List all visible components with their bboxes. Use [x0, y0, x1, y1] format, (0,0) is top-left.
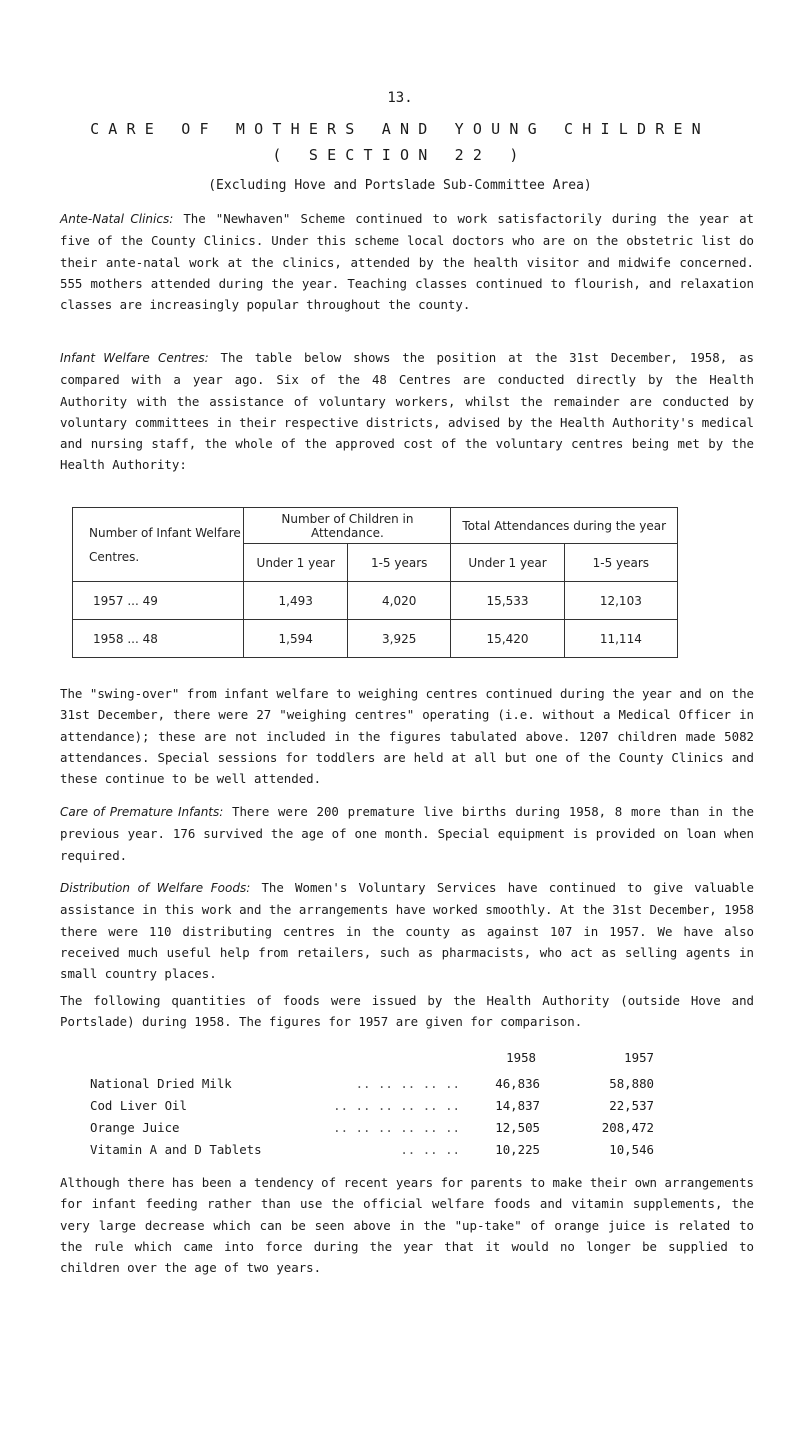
table-row	[73, 582, 678, 620]
foods-year-1958: 1958	[506, 1050, 536, 1065]
food-value-1957: 208,472	[601, 1120, 654, 1135]
food-value-1958: 12,505	[495, 1120, 540, 1135]
table-row	[73, 620, 678, 658]
page-number: 13.	[387, 90, 413, 106]
leader-dots: .. .. .. .. ..	[355, 1076, 460, 1091]
cell-children-under1: 1,594	[244, 620, 348, 658]
list-item	[0, 1142, 800, 1164]
food-value-1957: 58,880	[609, 1076, 654, 1091]
distribution-heading: Distribution of Welfare Foods:	[60, 881, 251, 895]
page-title: CARE OF MOTHERS AND YOUNG CHILDREN	[90, 120, 710, 138]
section-label: ( SECTION 22 )	[272, 146, 528, 164]
antenatal-heading: Ante-Natal Clinics:	[60, 212, 174, 226]
quantities-intro-paragraph: The following quantities of foods were issued by the Health Authority (outside Hove and Portslade) during 1958. The figures for 1957 are given for comparison.	[60, 993, 754, 1030]
col-header-children: Number of Children in Attendance.	[244, 508, 451, 544]
antenatal-text: The "Newhaven" Scheme continued to work satisfactorily during the year at five of the County Clinics. Under this scheme local doctors who are on the obstetric list do their ante-natal work at the clinics, attended by the health visitor and midwife concerned. 555 mothers attended during the year. Teaching classes continued to flourish, and relaxation classes are increasingly popular throughout the county.	[60, 211, 754, 313]
list-item	[0, 1120, 800, 1142]
premature-heading: Care of Premature Infants:	[60, 805, 224, 819]
list-item	[0, 1076, 800, 1098]
sub-header-att-under1: Under 1 year	[451, 544, 564, 582]
cell-att-1to5: 11,114	[564, 620, 677, 658]
cell-att-under1: 15,533	[451, 582, 564, 620]
col-header-centres: Number of Infant Welfare Centres.	[73, 508, 244, 582]
infant-welfare-table	[72, 507, 678, 658]
closing-paragraph: Although there has been a tendency of recent years for parents to make their own arrangements for infant feeding rather than use the official welfare foods and vitamin supplements, the very large decrease which can be seen above in the "up-take" of orange juice is related to the rule which came into force during the year that it would no longer be supplied to children over the age of two years.	[60, 1175, 754, 1276]
sub-header-children-1to5: 1-5 years	[347, 544, 450, 582]
infant-welfare-heading: Infant Welfare Centres:	[60, 351, 209, 365]
cell-att-1to5: 12,103	[564, 582, 677, 620]
col-header-attendances: Total Attendances during the year	[451, 508, 678, 544]
foods-year-1957: 1957	[624, 1050, 654, 1065]
leader-dots: .. .. .. .. .. ..	[333, 1098, 460, 1113]
food-value-1958: 14,837	[495, 1098, 540, 1113]
subtitle-note: (Excluding Hove and Portslade Sub-Committee Area)	[208, 178, 592, 193]
leader-dots: .. .. ..	[400, 1142, 460, 1157]
cell-year: 1957 ... 49	[73, 582, 244, 620]
food-name: Orange Juice	[90, 1120, 180, 1135]
food-value-1957: 10,546	[609, 1142, 654, 1157]
food-value-1958: 46,836	[495, 1076, 540, 1091]
food-name: Cod Liver Oil	[90, 1098, 187, 1113]
cell-children-under1: 1,493	[244, 582, 348, 620]
list-item	[0, 1098, 800, 1120]
food-name: National Dried Milk	[90, 1076, 232, 1091]
distribution-paragraph	[60, 877, 754, 984]
food-value-1958: 10,225	[495, 1142, 540, 1157]
swing-over-paragraph: The "swing-over" from infant welfare to weighing centres continued during the year and on the 31st December, there were 27 "weighing centres" operating (i.e. without a Medical Officer in attendance); these are not included in the figures tabulated above. 1207 children made 5082 attendances. Special sessions for toddlers are held at all but one of the County Clinics and these continue to be well attended.	[60, 686, 754, 787]
cell-children-1to5: 4,020	[347, 582, 450, 620]
food-name: Vitamin A and D Tablets	[90, 1142, 262, 1157]
sub-header-children-under1: Under 1 year	[244, 544, 348, 582]
cell-att-under1: 15,420	[451, 620, 564, 658]
cell-children-1to5: 3,925	[347, 620, 450, 658]
antenatal-paragraph	[60, 208, 754, 315]
premature-paragraph	[60, 801, 754, 866]
cell-year: 1958 ... 48	[73, 620, 244, 658]
food-value-1957: 22,537	[609, 1098, 654, 1113]
leader-dots: .. .. .. .. .. ..	[333, 1120, 460, 1135]
infant-welfare-text: The table below shows the position at the 31st December, 1958, as compared with a year ago. Six of the 48 Centres are conducted directly by the Health Authority with the assistance of voluntary workers, whilst the remainder are conducted by voluntary committees in their respective districts, advised by the Health Authority's medical and nursing staff, the whole of the approved cost of the voluntary centres being met by the Health Authority:	[60, 350, 754, 473]
distribution-text: The Women's Voluntary Services have continued to give valuable assistance in this work and the arrangements have worked smoothly. At the 31st December, 1958 there were 110 distributing centres in the county as against 107 in 1957. We have also received much useful help from retailers, such as pharmacists, who act as selling agents in small country places.	[60, 880, 754, 982]
premature-text: There were 200 premature live births during 1958, 8 more than in the previous year. 176 survived the age of one month. Special equipment is provided on loan when required.	[60, 804, 754, 863]
infant-welfare-paragraph	[60, 347, 754, 476]
sub-header-att-1to5: 1-5 years	[564, 544, 677, 582]
